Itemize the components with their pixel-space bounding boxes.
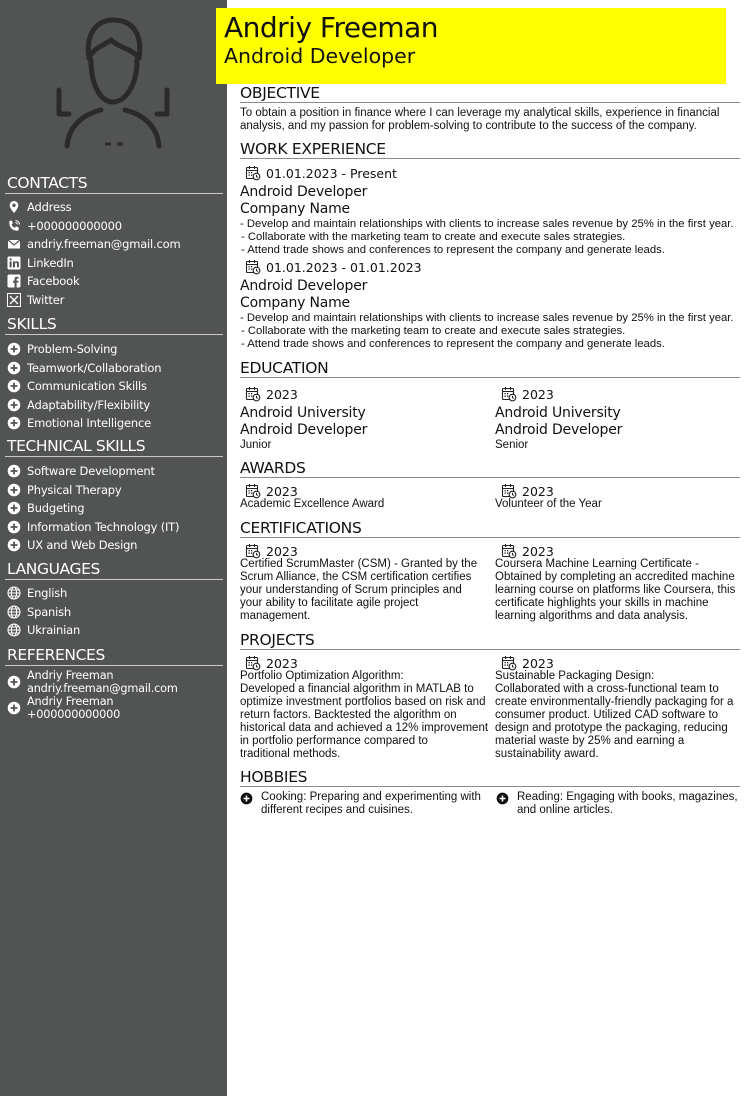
contacts-heading: CONTACTS bbox=[7, 174, 88, 192]
award-name: Volunteer of the Year bbox=[495, 498, 602, 510]
divider bbox=[5, 665, 223, 666]
project-date-text: 2023 bbox=[266, 655, 298, 671]
job-bullet: - Collaborate with the marketing team to create and execute sales strategies. bbox=[241, 325, 626, 337]
project-date-text: 2023 bbox=[522, 655, 554, 671]
contact-linkedin-text: LinkedIn bbox=[27, 255, 74, 270]
skill-item bbox=[0, 396, 227, 415]
technical-skills-heading: TECHNICAL SKILLS bbox=[7, 437, 146, 455]
school-name: Android University bbox=[495, 405, 621, 421]
award-date-text: 2023 bbox=[266, 483, 298, 499]
skill-label: Problem-Solving bbox=[27, 342, 118, 357]
language-label: English bbox=[27, 586, 68, 601]
divider bbox=[5, 579, 223, 580]
certification-date-text: 2023 bbox=[266, 543, 298, 559]
certification-line: certificate highlights your skills in machine bbox=[495, 597, 709, 609]
language-item bbox=[0, 621, 227, 640]
globe-icon bbox=[7, 586, 21, 600]
company-name: Company Name bbox=[240, 295, 350, 311]
plus-circle-icon bbox=[7, 675, 21, 689]
school-name: Android University bbox=[240, 405, 366, 421]
divider bbox=[5, 456, 223, 457]
certification-line: Coursera Machine Learning Certificate - bbox=[495, 558, 699, 570]
project-text bbox=[240, 670, 492, 761]
contact-address-text: Address bbox=[27, 200, 72, 215]
linkedin-icon bbox=[7, 256, 21, 270]
contacts-section bbox=[0, 174, 227, 309]
globe-icon bbox=[7, 605, 21, 619]
skills-heading: SKILLS bbox=[7, 315, 57, 333]
hobby-line: different recipes and cuisines. bbox=[261, 804, 413, 816]
hobby-line: Cooking: Preparing and experimenting with bbox=[261, 791, 481, 803]
project-line: design and prototype the packaging, reducing bbox=[495, 722, 728, 734]
education-date bbox=[245, 386, 298, 402]
education-heading: EDUCATION bbox=[240, 358, 740, 378]
project-line: traditional methods. bbox=[240, 748, 341, 760]
skills-section bbox=[0, 315, 227, 433]
email-icon bbox=[7, 237, 21, 251]
plus-circle-icon bbox=[7, 361, 21, 375]
reference-name: Andriy Freeman bbox=[27, 695, 114, 708]
technical-skill-label: Information Technology (IT) bbox=[27, 519, 180, 534]
languages-heading: LANGUAGES bbox=[7, 560, 100, 578]
name-banner bbox=[216, 8, 726, 84]
certification-line: Scrum Alliance, the CSM certification certifies bbox=[240, 571, 472, 583]
contact-email-text: andriy.freeman@gmail.com bbox=[27, 237, 181, 252]
education-item bbox=[245, 386, 298, 402]
technical-skill-label: UX and Web Design bbox=[27, 538, 138, 553]
technical-skill-item bbox=[0, 481, 227, 500]
certification-text bbox=[240, 558, 490, 623]
certification-line: Certified ScrumMaster (CSM) - Granted by the bbox=[240, 558, 478, 570]
calendar-icon bbox=[245, 655, 261, 671]
certification-date bbox=[245, 543, 298, 559]
skill-label: Teamwork/Collaboration bbox=[27, 360, 162, 375]
contact-email[interactable] bbox=[0, 235, 227, 254]
project-date bbox=[245, 655, 298, 671]
contact-facebook-text: Facebook bbox=[27, 274, 80, 289]
calendar-icon bbox=[245, 259, 261, 275]
avatar-placeholder-icon bbox=[55, 14, 171, 150]
contact-twitter-text: Twitter bbox=[27, 292, 65, 307]
plus-circle-icon bbox=[7, 701, 21, 715]
project-line: Sustainable Packaging Design: bbox=[495, 670, 655, 682]
plus-circle-icon bbox=[240, 792, 253, 805]
award-date-text: 2023 bbox=[522, 483, 554, 499]
location-icon bbox=[7, 200, 21, 214]
languages-section bbox=[0, 560, 227, 640]
contact-twitter[interactable] bbox=[0, 291, 227, 310]
degree-level: Senior bbox=[495, 439, 529, 451]
company-name: Company Name bbox=[240, 201, 350, 217]
calendar-icon bbox=[245, 543, 261, 559]
project-line: sustainability award. bbox=[495, 748, 599, 760]
hobby-line: and online articles. bbox=[517, 804, 613, 816]
technical-skill-label: Software Development bbox=[27, 464, 155, 479]
calendar-icon bbox=[245, 483, 261, 499]
certification-date-text: 2023 bbox=[522, 543, 554, 559]
certification-text bbox=[495, 558, 745, 623]
skill-item bbox=[0, 377, 227, 396]
contact-facebook[interactable] bbox=[0, 272, 227, 291]
plus-circle-icon bbox=[7, 501, 21, 515]
project-line: in portfolio performance compared to bbox=[240, 735, 428, 747]
calendar-icon bbox=[501, 386, 517, 402]
job-date bbox=[245, 259, 422, 275]
job-title: Android Developer bbox=[240, 184, 368, 200]
technical-skill-item bbox=[0, 499, 227, 518]
calendar-icon bbox=[245, 386, 261, 402]
calendar-icon bbox=[245, 165, 261, 181]
plus-circle-icon bbox=[7, 538, 21, 552]
job-date bbox=[245, 165, 397, 181]
language-label: Ukrainian bbox=[27, 623, 81, 638]
award-date bbox=[245, 483, 298, 499]
job-bullet: - Collaborate with the marketing team to create and execute sales strategies. bbox=[241, 231, 626, 243]
reference-item bbox=[0, 695, 227, 721]
divider bbox=[5, 193, 223, 194]
degree-level: Junior bbox=[240, 439, 272, 451]
award-name: Academic Excellence Award bbox=[240, 498, 385, 510]
contact-address bbox=[0, 198, 227, 217]
projects-heading: PROJECTS bbox=[240, 630, 740, 650]
project-date bbox=[501, 655, 554, 671]
job-bullet: - Develop and maintain relationships with clients to increase sales revenue by 25% in the first year. bbox=[240, 218, 734, 230]
certification-line: learning algorithms and data analysis. bbox=[495, 610, 689, 622]
technical-skill-item bbox=[0, 462, 227, 481]
technical-skill-item bbox=[0, 518, 227, 537]
references-section bbox=[0, 646, 227, 721]
skill-label: Adaptability/Flexibility bbox=[27, 397, 151, 412]
plus-circle-icon bbox=[7, 416, 21, 430]
plus-circle-icon bbox=[7, 398, 21, 412]
project-text bbox=[495, 670, 745, 761]
technical-skill-item bbox=[0, 536, 227, 555]
education-item bbox=[501, 386, 554, 402]
project-line: optimize investment portfolios based on risk and bbox=[240, 696, 486, 708]
reference-contact[interactable]: andriy.freeman@gmail.com bbox=[27, 682, 178, 695]
globe-icon bbox=[7, 623, 21, 637]
contact-phone[interactable] bbox=[0, 217, 227, 236]
degree-name: Android Developer bbox=[495, 422, 623, 438]
technical-skill-label: Budgeting bbox=[27, 501, 85, 516]
candidate-role: Android Developer bbox=[224, 44, 416, 68]
project-line: create environmentally-friendly packaging for a bbox=[495, 696, 734, 708]
plus-circle-icon bbox=[7, 520, 21, 534]
technical-skill-label: Physical Therapy bbox=[27, 482, 122, 497]
plus-circle-icon bbox=[7, 379, 21, 393]
contact-phone-text: +000000000000 bbox=[27, 218, 122, 233]
plus-circle-icon bbox=[7, 483, 21, 497]
reference-contact[interactable]: +000000000000 bbox=[27, 708, 121, 721]
hobbies-heading: HOBBIES bbox=[240, 767, 740, 787]
certification-line: learning course on platforms like Coursera, this bbox=[495, 584, 736, 596]
job-bullet: - Develop and maintain relationships with clients to increase sales revenue by 25% in the first year. bbox=[240, 312, 734, 324]
certification-line: your ability to facilitate agile project bbox=[240, 597, 419, 609]
job-bullet: - Attend trade shows and conferences to represent the company and generate leads. bbox=[241, 338, 665, 350]
language-item bbox=[0, 603, 227, 622]
job-date-text: 01.01.2023 - 01.01.2023 bbox=[266, 259, 422, 275]
project-line: consumer product. Utilized CAD software to bbox=[495, 709, 719, 721]
reference-item bbox=[0, 669, 227, 695]
skill-item bbox=[0, 340, 227, 359]
certifications-heading: CERTIFICATIONS bbox=[240, 518, 740, 538]
calendar-icon bbox=[501, 655, 517, 671]
facebook-icon bbox=[7, 274, 21, 288]
calendar-icon bbox=[501, 543, 517, 559]
objective-heading: OBJECTIVE bbox=[240, 83, 740, 103]
hobby-item bbox=[496, 791, 738, 817]
job-title: Android Developer bbox=[240, 278, 368, 294]
project-line: Portfolio Optimization Algorithm: bbox=[240, 670, 404, 682]
hobby-line: Reading: Engaging with books, magazines, bbox=[517, 791, 738, 803]
awards-heading: AWARDS bbox=[240, 458, 740, 478]
contact-linkedin[interactable] bbox=[0, 254, 227, 273]
language-item bbox=[0, 584, 227, 603]
skill-item bbox=[0, 414, 227, 433]
certification-line: management. bbox=[240, 610, 311, 622]
project-line: Collaborated with a cross-functional team to bbox=[495, 683, 719, 695]
education-date-text: 2023 bbox=[266, 386, 298, 402]
project-line: Developed a financial algorithm in MATLAB to bbox=[240, 683, 474, 695]
skill-label: Communication Skills bbox=[27, 379, 147, 394]
calendar-icon bbox=[501, 483, 517, 499]
objective-text: To obtain a position in finance where I can leverage my analytical skills, experience in financial analysis, and my passion for problem-solving to contribute to the success of the company. bbox=[240, 107, 720, 132]
sidebar bbox=[0, 0, 227, 1096]
x-twitter-icon bbox=[7, 293, 21, 307]
certification-line: your understanding of Scrum principles and bbox=[240, 584, 462, 596]
skill-item bbox=[0, 359, 227, 378]
project-line: material waste by 25% and earning a bbox=[495, 735, 685, 747]
plus-circle-icon bbox=[7, 342, 21, 356]
award-date bbox=[501, 483, 554, 499]
job-date-text: 01.01.2023 - Present bbox=[266, 165, 397, 181]
phone-icon bbox=[7, 219, 21, 233]
work-experience-heading: WORK EXPERIENCE bbox=[240, 139, 740, 159]
references-heading: REFERENCES bbox=[7, 646, 105, 664]
degree-name: Android Developer bbox=[240, 422, 368, 438]
job-bullet: - Attend trade shows and conferences to represent the company and generate leads. bbox=[241, 244, 665, 256]
hobby-item bbox=[240, 791, 481, 817]
language-label: Spanish bbox=[27, 604, 72, 619]
plus-circle-icon bbox=[7, 464, 21, 478]
skill-label: Emotional Intelligence bbox=[27, 416, 151, 431]
divider bbox=[5, 334, 223, 335]
project-line: return factors. Backtested the algorithm on bbox=[240, 709, 457, 721]
plus-circle-icon bbox=[496, 792, 509, 805]
education-date bbox=[501, 386, 554, 402]
certification-date bbox=[501, 543, 554, 559]
certification-line: Obtained by completing an accredited machine bbox=[495, 571, 735, 583]
technical-skills-section bbox=[0, 437, 227, 555]
education-date-text: 2023 bbox=[522, 386, 554, 402]
project-line: historical data and achieved a 12% improvement bbox=[240, 722, 489, 734]
candidate-name: Andriy Freeman bbox=[224, 11, 439, 44]
reference-name: Andriy Freeman bbox=[27, 669, 114, 682]
